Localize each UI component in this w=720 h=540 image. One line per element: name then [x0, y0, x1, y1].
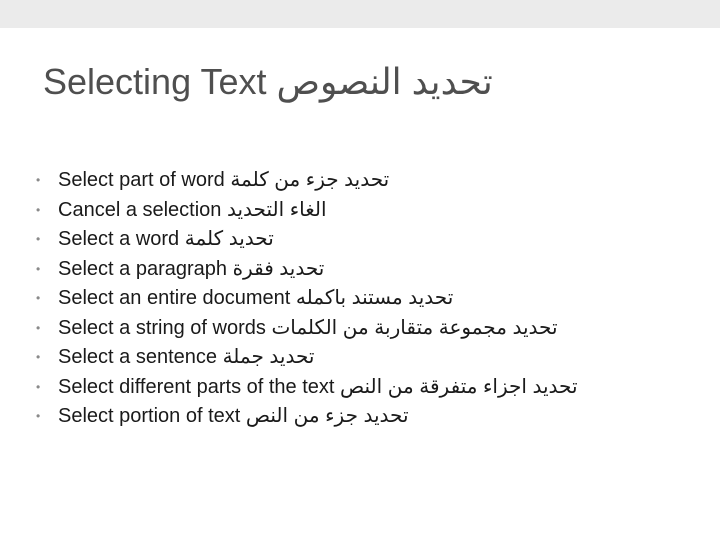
list-item	[36, 166, 578, 196]
bullet-text: Select a paragraph تحديد فقرة	[58, 257, 325, 280]
bullet-marker: •	[36, 350, 41, 365]
bullet-text: Select an entire document تحديد مستند باكمله	[58, 287, 454, 310]
list-item	[36, 402, 578, 432]
list-item	[36, 225, 578, 255]
list-item	[36, 284, 578, 314]
bullet-text: Select part of word تحديد جزء من كلمة	[58, 169, 390, 192]
list-item	[36, 373, 578, 403]
bullet-text: Select a word تحديد كلمة	[58, 228, 274, 251]
bullet-marker: •	[36, 291, 41, 306]
bullet-text: Select a string of words تحديد مجموعة متقاربة من الكلمات	[58, 316, 558, 339]
bullet-marker: •	[36, 232, 41, 247]
top-band	[0, 0, 720, 28]
bullet-marker: •	[36, 409, 41, 424]
bullet-text: Cancel a selection الغاء التحديد	[58, 198, 327, 221]
bullet-text: Select a sentence تحديد جملة	[58, 346, 315, 369]
slide-title: Selecting Text تحديد النصوص	[43, 61, 493, 102]
bullet-list	[36, 166, 578, 432]
list-item	[36, 343, 578, 373]
bullet-marker: •	[36, 320, 41, 335]
bullet-marker: •	[36, 261, 41, 276]
bullet-marker: •	[36, 202, 41, 217]
bullet-marker: •	[36, 173, 41, 188]
list-item	[36, 314, 578, 344]
bullet-text: Select different parts of the text تحديد اجزاء متفرقة من النص	[58, 375, 578, 398]
list-item	[36, 196, 578, 226]
bullet-text: Select portion of text تحديد جزء من النص	[58, 405, 409, 428]
list-item	[36, 255, 578, 285]
bullet-marker: •	[36, 379, 41, 394]
